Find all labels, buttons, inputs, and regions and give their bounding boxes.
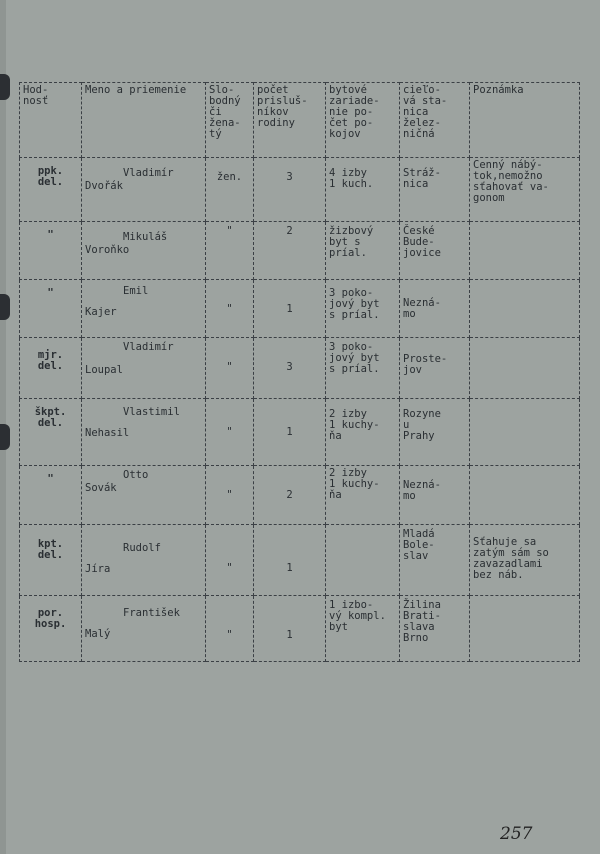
- name-cell: Mikuláš Voroňko: [82, 222, 206, 280]
- status-cell: ": [206, 338, 254, 399]
- family-cell: 2: [254, 222, 326, 280]
- note-cell: [470, 399, 580, 466]
- status-cell: ": [206, 525, 254, 596]
- housing-cell: 2 izby 1 kuchy- ňa: [326, 466, 400, 525]
- status-cell: ": [206, 280, 254, 338]
- header-rank: Hod- nosť: [20, 83, 82, 158]
- rank-cell: kpt. del.: [20, 525, 82, 596]
- housing-cell: 2 izby 1 kuchy- ňa: [326, 399, 400, 466]
- header-note: Poznámka: [470, 83, 580, 158]
- header-name: Meno a priemenie: [82, 83, 206, 158]
- table-row: [20, 222, 580, 280]
- housing-cell: 1 izbo- vý kompl. byt: [326, 596, 400, 662]
- station-cell: České Bude- jovice: [400, 222, 470, 280]
- housing-cell: 3 poko- jový byt s príal.: [326, 280, 400, 338]
- name-cell: Vladimír Dvořák: [82, 158, 206, 222]
- family-cell: 1: [254, 280, 326, 338]
- name-cell: Vlastimil Nehasil: [82, 399, 206, 466]
- name-cell: František Malý: [82, 596, 206, 662]
- note-cell: [470, 222, 580, 280]
- station-cell: Rozyne u Prahy: [400, 399, 470, 466]
- status-cell: ": [206, 222, 254, 280]
- housing-cell: žizbový byt s príal.: [326, 222, 400, 280]
- header-housing: bytové zariade- nie po- čet po- kojov: [326, 83, 400, 158]
- table-row: [20, 338, 580, 399]
- rank-cell: ppk. del.: [20, 158, 82, 222]
- station-cell: Nezná- mo: [400, 280, 470, 338]
- binder-hole: [0, 294, 10, 320]
- table-row: [20, 525, 580, 596]
- note-cell: Sťahuje sa zatým sám so zavazadlami bez náb.: [470, 525, 580, 596]
- station-cell: Nezná- mo: [400, 466, 470, 525]
- binder-hole: [0, 74, 10, 100]
- family-cell: 1: [254, 525, 326, 596]
- family-cell: 3: [254, 338, 326, 399]
- header-row: [20, 83, 580, 158]
- note-cell: Cenný nábý- tok,nemožno sťahovať va- gonom: [470, 158, 580, 222]
- header-station: cieľo- vá sta- nica želez- ničná: [400, 83, 470, 158]
- status-cell: ": [206, 399, 254, 466]
- rank-cell: ": [20, 222, 82, 280]
- housing-cell: 3 poko- jový byt s príal.: [326, 338, 400, 399]
- station-cell: Proste- jov: [400, 338, 470, 399]
- station-cell: Mladá Bole- slav: [400, 525, 470, 596]
- table-row: [20, 158, 580, 222]
- housing-cell: [326, 525, 400, 596]
- household-table: [19, 82, 580, 662]
- table-row: [20, 280, 580, 338]
- note-cell: [470, 596, 580, 662]
- table-row: [20, 466, 580, 525]
- housing-cell: 4 izby 1 kuch.: [326, 158, 400, 222]
- header-status: Slo- bodný či žena- tý: [206, 83, 254, 158]
- header-family: počet prisluš- níkov rodiny: [254, 83, 326, 158]
- status-cell: ": [206, 596, 254, 662]
- name-cell: Emil Kajer: [82, 280, 206, 338]
- table-row: [20, 596, 580, 662]
- table-row: [20, 399, 580, 466]
- rank-cell: por. hosp.: [20, 596, 82, 662]
- name-cell: Rudolf Jíra: [82, 525, 206, 596]
- status-cell: ": [206, 466, 254, 525]
- status-cell: žen.: [206, 158, 254, 222]
- page-number: 257: [500, 824, 533, 844]
- station-cell: Stráž- nica: [400, 158, 470, 222]
- family-cell: 1: [254, 596, 326, 662]
- rank-cell: mjr. del.: [20, 338, 82, 399]
- note-cell: [470, 338, 580, 399]
- rank-cell: ": [20, 280, 82, 338]
- station-cell: Žilina Brati- slava Brno: [400, 596, 470, 662]
- binder-hole: [0, 424, 10, 450]
- note-cell: [470, 466, 580, 525]
- family-cell: 1: [254, 399, 326, 466]
- rank-cell: škpt. del.: [20, 399, 82, 466]
- name-cell: Otto Sovák: [82, 466, 206, 525]
- family-cell: 2: [254, 466, 326, 525]
- rank-cell: ": [20, 466, 82, 525]
- name-cell: Vladimír Loupal: [82, 338, 206, 399]
- note-cell: [470, 280, 580, 338]
- family-cell: 3: [254, 158, 326, 222]
